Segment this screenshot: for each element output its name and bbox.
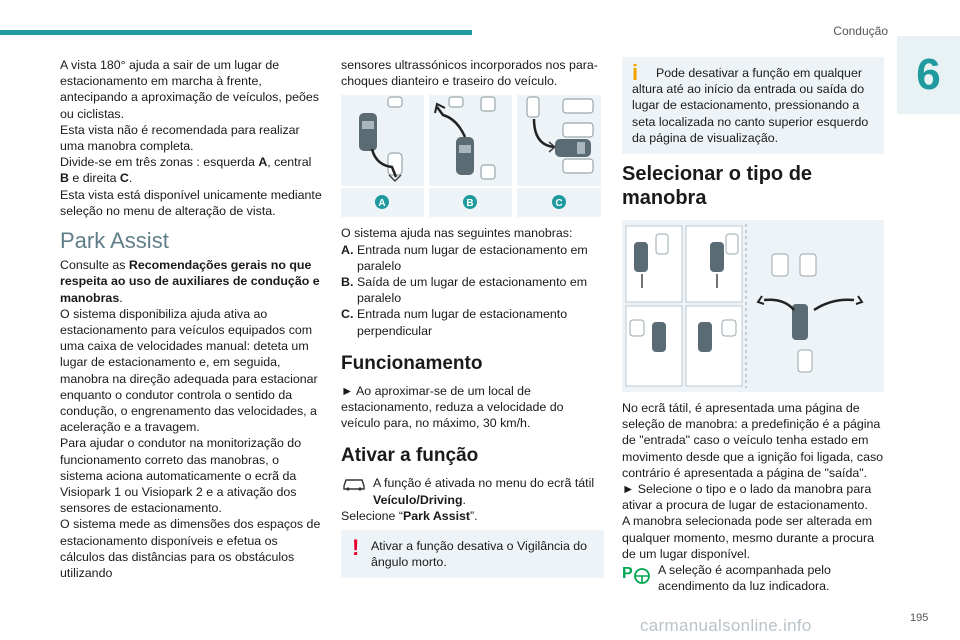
heading-park-assist: Park Assist (60, 228, 169, 254)
heading-funcionamento: Funcionamento (341, 352, 483, 374)
paragraph: Esta vista está disponível unicamente mediante seleção no menu de alteração de vista. (60, 187, 322, 218)
manoeuvre-figure-abc (341, 95, 601, 217)
paragraph: A manobra selecionada pode ser alterada em qualquer momento, mesmo durante a procura de um lugar disponível. (622, 514, 875, 561)
paragraph: sensores ultrassónicos incorporados nos para-choques dianteiro e traseiro do veículo. (341, 58, 598, 89)
figure-label-c: C (555, 198, 563, 210)
page-number: 195 (910, 612, 929, 624)
warning-icon: ! (352, 535, 360, 561)
info-box (622, 57, 884, 154)
activation-note: A função é ativada no menu do ecrã tátil Veículo/Driving. (341, 475, 604, 507)
chapter-number: 6 (897, 36, 960, 114)
header-accent-bar (0, 30, 472, 35)
paragraph: No ecrã tátil, é apresentada uma página de seleção de manobra: a predefinição é a página de "entrada" caso o veículo tenha estado em movimento desde que a ignição foi ligada, caso contrário é apresentada a página de "saída". (622, 401, 884, 480)
left-column (60, 57, 322, 581)
figure-label-a: A (378, 198, 386, 210)
paragraph: ► Ao aproximar-se de um local de estacionamento, reduza a velocidade do veículo para, no máximo, 30 km/h. (341, 383, 564, 431)
paragraph: A vista 180° ajuda a sair de um lugar de estacionamento em marcha à frente, antecipando a aproximação de veículos, peões ou ciclistas. (60, 58, 319, 121)
paragraph: Consulte as Recomendações gerais no que respeita ao uso de auxiliares de condução e manobras. (60, 258, 320, 305)
manoeuvre-selection-figure (622, 220, 884, 392)
section-title: Condução (833, 24, 888, 38)
info-text: Pode desativar a função em qualquer altura até ao início da entrada ou saída do lugar de estacionamento, pressionando a seta localizada no canto superior esquerdo da página de visualização. (632, 66, 869, 145)
car-menu-icon (341, 475, 367, 491)
heading-selecionar: Selecionar o tipo de manobra (622, 163, 813, 210)
list-item: A. Entrada num lugar de estacionamento em paralelo (341, 242, 588, 273)
paragraph: Divide-se em três zonas : esquerda A, central B e direita C. (60, 155, 312, 186)
paragraph: Selecione “Park Assist”. (341, 508, 478, 523)
paragraph: Esta vista não é recomendada para realizar uma manobra completa. (60, 122, 300, 154)
right-column (622, 57, 884, 594)
paragraph: O sistema mede as dimensões dos espaços de estacionamento disponíveis e efetua os cálculos das distâncias para os obstáculos utilizando (60, 517, 321, 581)
list-item: C. Entrada num lugar de estacionamento perpendicular (341, 307, 568, 338)
svg-text:P: P (622, 565, 633, 583)
watermark: carmanualsonline.info (640, 616, 812, 635)
indicator-note: P A seleção é acompanhada pelo acendimento da luz indicadora. (622, 563, 831, 594)
info-icon: i (632, 60, 639, 85)
paragraph: Para ajudar o condutor na monitorização do funcionamento correto das manobras, o sistema aciona automaticamente o ecrã da Visiopark 1 ou Visiopark 2 e a ativação dos sensores de estacionamento. (60, 436, 302, 516)
park-assist-indicator-icon (622, 562, 652, 586)
list-item: B. Saída de um lugar de estacionamento em paralelo (341, 275, 588, 306)
warning-box: ! Ativar a função desativa o Vigilância do ângulo morto. (341, 530, 604, 578)
middle-column (341, 57, 604, 578)
paragraph: O sistema disponibiliza ajuda ativa ao estacionamento para veículos equipados com uma caixa de velocidades manual: deteta um lugar de estacionamento e, em seguida, manobra na direção adequada para estacionar enquanto o condutor controla o sentido da condução, o engrenamento das velocidades, a aceleração e a travagem. (60, 306, 318, 435)
paragraph: ► Selecione o tipo e o lado da manobra para ativar a procura de lugar de estacionamento. (622, 482, 872, 513)
paragraph: O sistema ajuda nas seguintes manobras: (341, 226, 573, 241)
heading-ativar: Ativar a função (341, 445, 479, 467)
figure-label-b: B (466, 198, 474, 210)
